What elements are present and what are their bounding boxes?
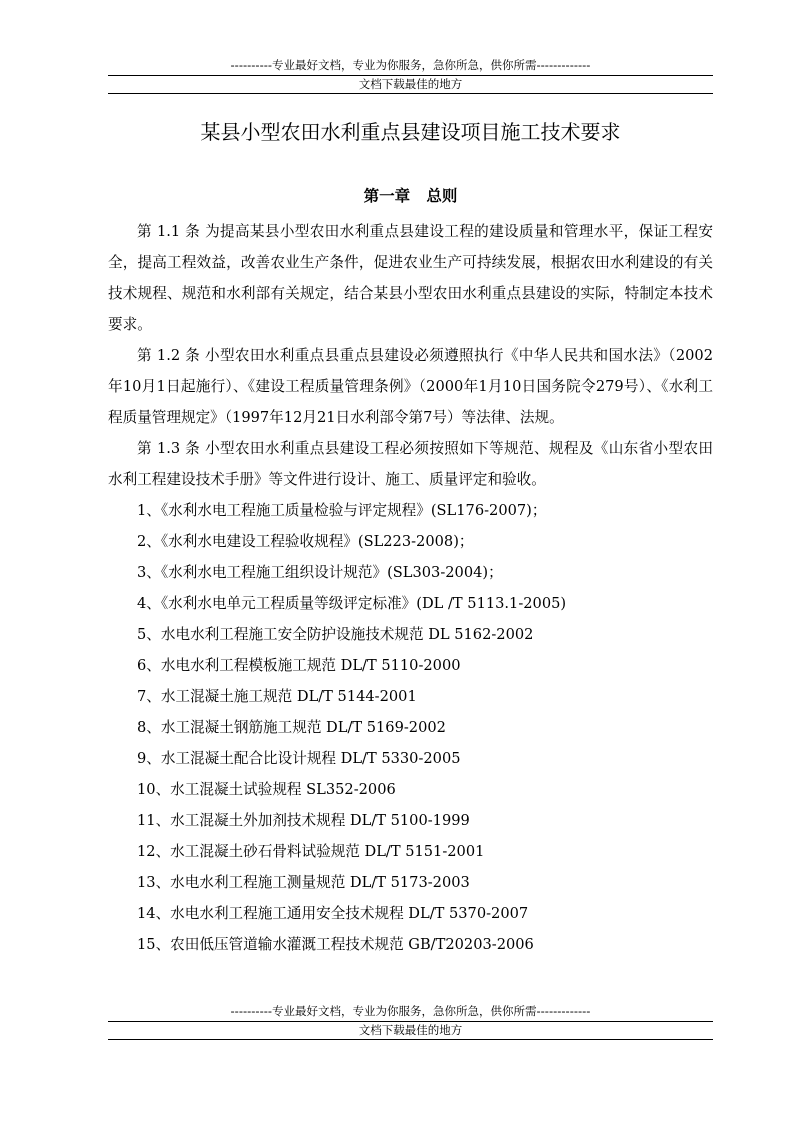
list-item: 7、水工混凝土施工规范 DL/T 5144-2001 <box>137 688 417 705</box>
article-1-2: 第 1.2 条 小型农田水利重点县重点县建设必须遵照执行《中华人民共和国水法》（2002年10月1日起施行）、《建设工程质量管理条例》（2000年1月10日国务院令279号）、《水利工程质量管理规定》（1997年12月21日水利部令第7号）等法律、法规。 <box>108 347 713 426</box>
list-item: 10、水工混凝土试验规程 SL352-2006 <box>137 781 396 798</box>
page-footer-rule-bottom <box>108 1039 713 1040</box>
list-item: 8、水工混凝土钢筋施工规范 DL/T 5169-2002 <box>137 719 446 736</box>
list-item: 11、水工混凝土外加剂技术规程 DL/T 5100-1999 <box>137 812 470 829</box>
list-item: 1、《水利水电工程施工质量检验与评定规程》(SL176-2007)； <box>137 502 547 519</box>
article-1-1: 第 1.1 条 为提高某县小型农田水利重点县建设工程的建设质量和管理水平，保证工程安全，提高工程效益，改善农业生产条件，促进农业生产可持续发展，根据农田水利建设的有关技术规程、规范和水利部有关规定，结合某县小型农田水利重点县建设的实际，特制定本技术要求。 <box>108 223 713 333</box>
list-item: 9、水工混凝土配合比设计规程 DL/T 5330-2005 <box>137 750 461 767</box>
page-header-slogan: ----------专业最好文档，专业为你服务，急你所急，供你所需------------- <box>230 58 591 72</box>
list-item: 6、水电水利工程模板施工规范 DL/T 5110-2000 <box>137 657 461 674</box>
page-footer-tagline: 文档下载最佳的地方 <box>358 1023 463 1037</box>
document-title: 某县小型农田水利重点县建设项目施工技术要求 <box>200 120 621 144</box>
document-body <box>108 216 713 960</box>
article-1-3: 第 1.3 条 小型农田水利重点县建设工程必须按照如下等规范、规程及《山东省小型农田水利工程建设技术手册》等文件进行设计、施工、质量评定和验收。 <box>108 440 713 488</box>
list-item: 4、《水利水电单元工程质量等级评定标准》(DL /T 5113.1-2005) <box>137 595 567 612</box>
page-header-tagline: 文档下载最佳的地方 <box>358 77 463 91</box>
list-item: 3、《水利水电工程施工组织设计规范》(SL303-2004)； <box>137 564 503 581</box>
list-item: 5、水电水利工程施工安全防护设施技术规范 DL 5162-2002 <box>137 626 534 643</box>
standards-list <box>108 495 713 960</box>
page-footer-slogan: ----------专业最好文档，专业为你服务，急你所急，供你所需------------- <box>230 1004 591 1018</box>
page-header-rule-bottom <box>108 93 713 94</box>
list-item: 13、水电水利工程施工测量规范 DL/T 5173-2003 <box>137 874 470 891</box>
list-item: 12、水工混凝土砂石骨料试验规范 DL/T 5151-2001 <box>137 843 485 860</box>
list-item: 2、《水利水电建设工程验收规程》(SL223-2008)； <box>137 533 474 550</box>
chapter-heading: 第一章 总则 <box>363 187 458 205</box>
list-item: 15、农田低压管道输水灌溉工程技术规范 GB/T20203-2006 <box>137 936 534 953</box>
list-item: 14、水电水利工程施工通用安全技术规程 DL/T 5370-2007 <box>137 905 529 922</box>
